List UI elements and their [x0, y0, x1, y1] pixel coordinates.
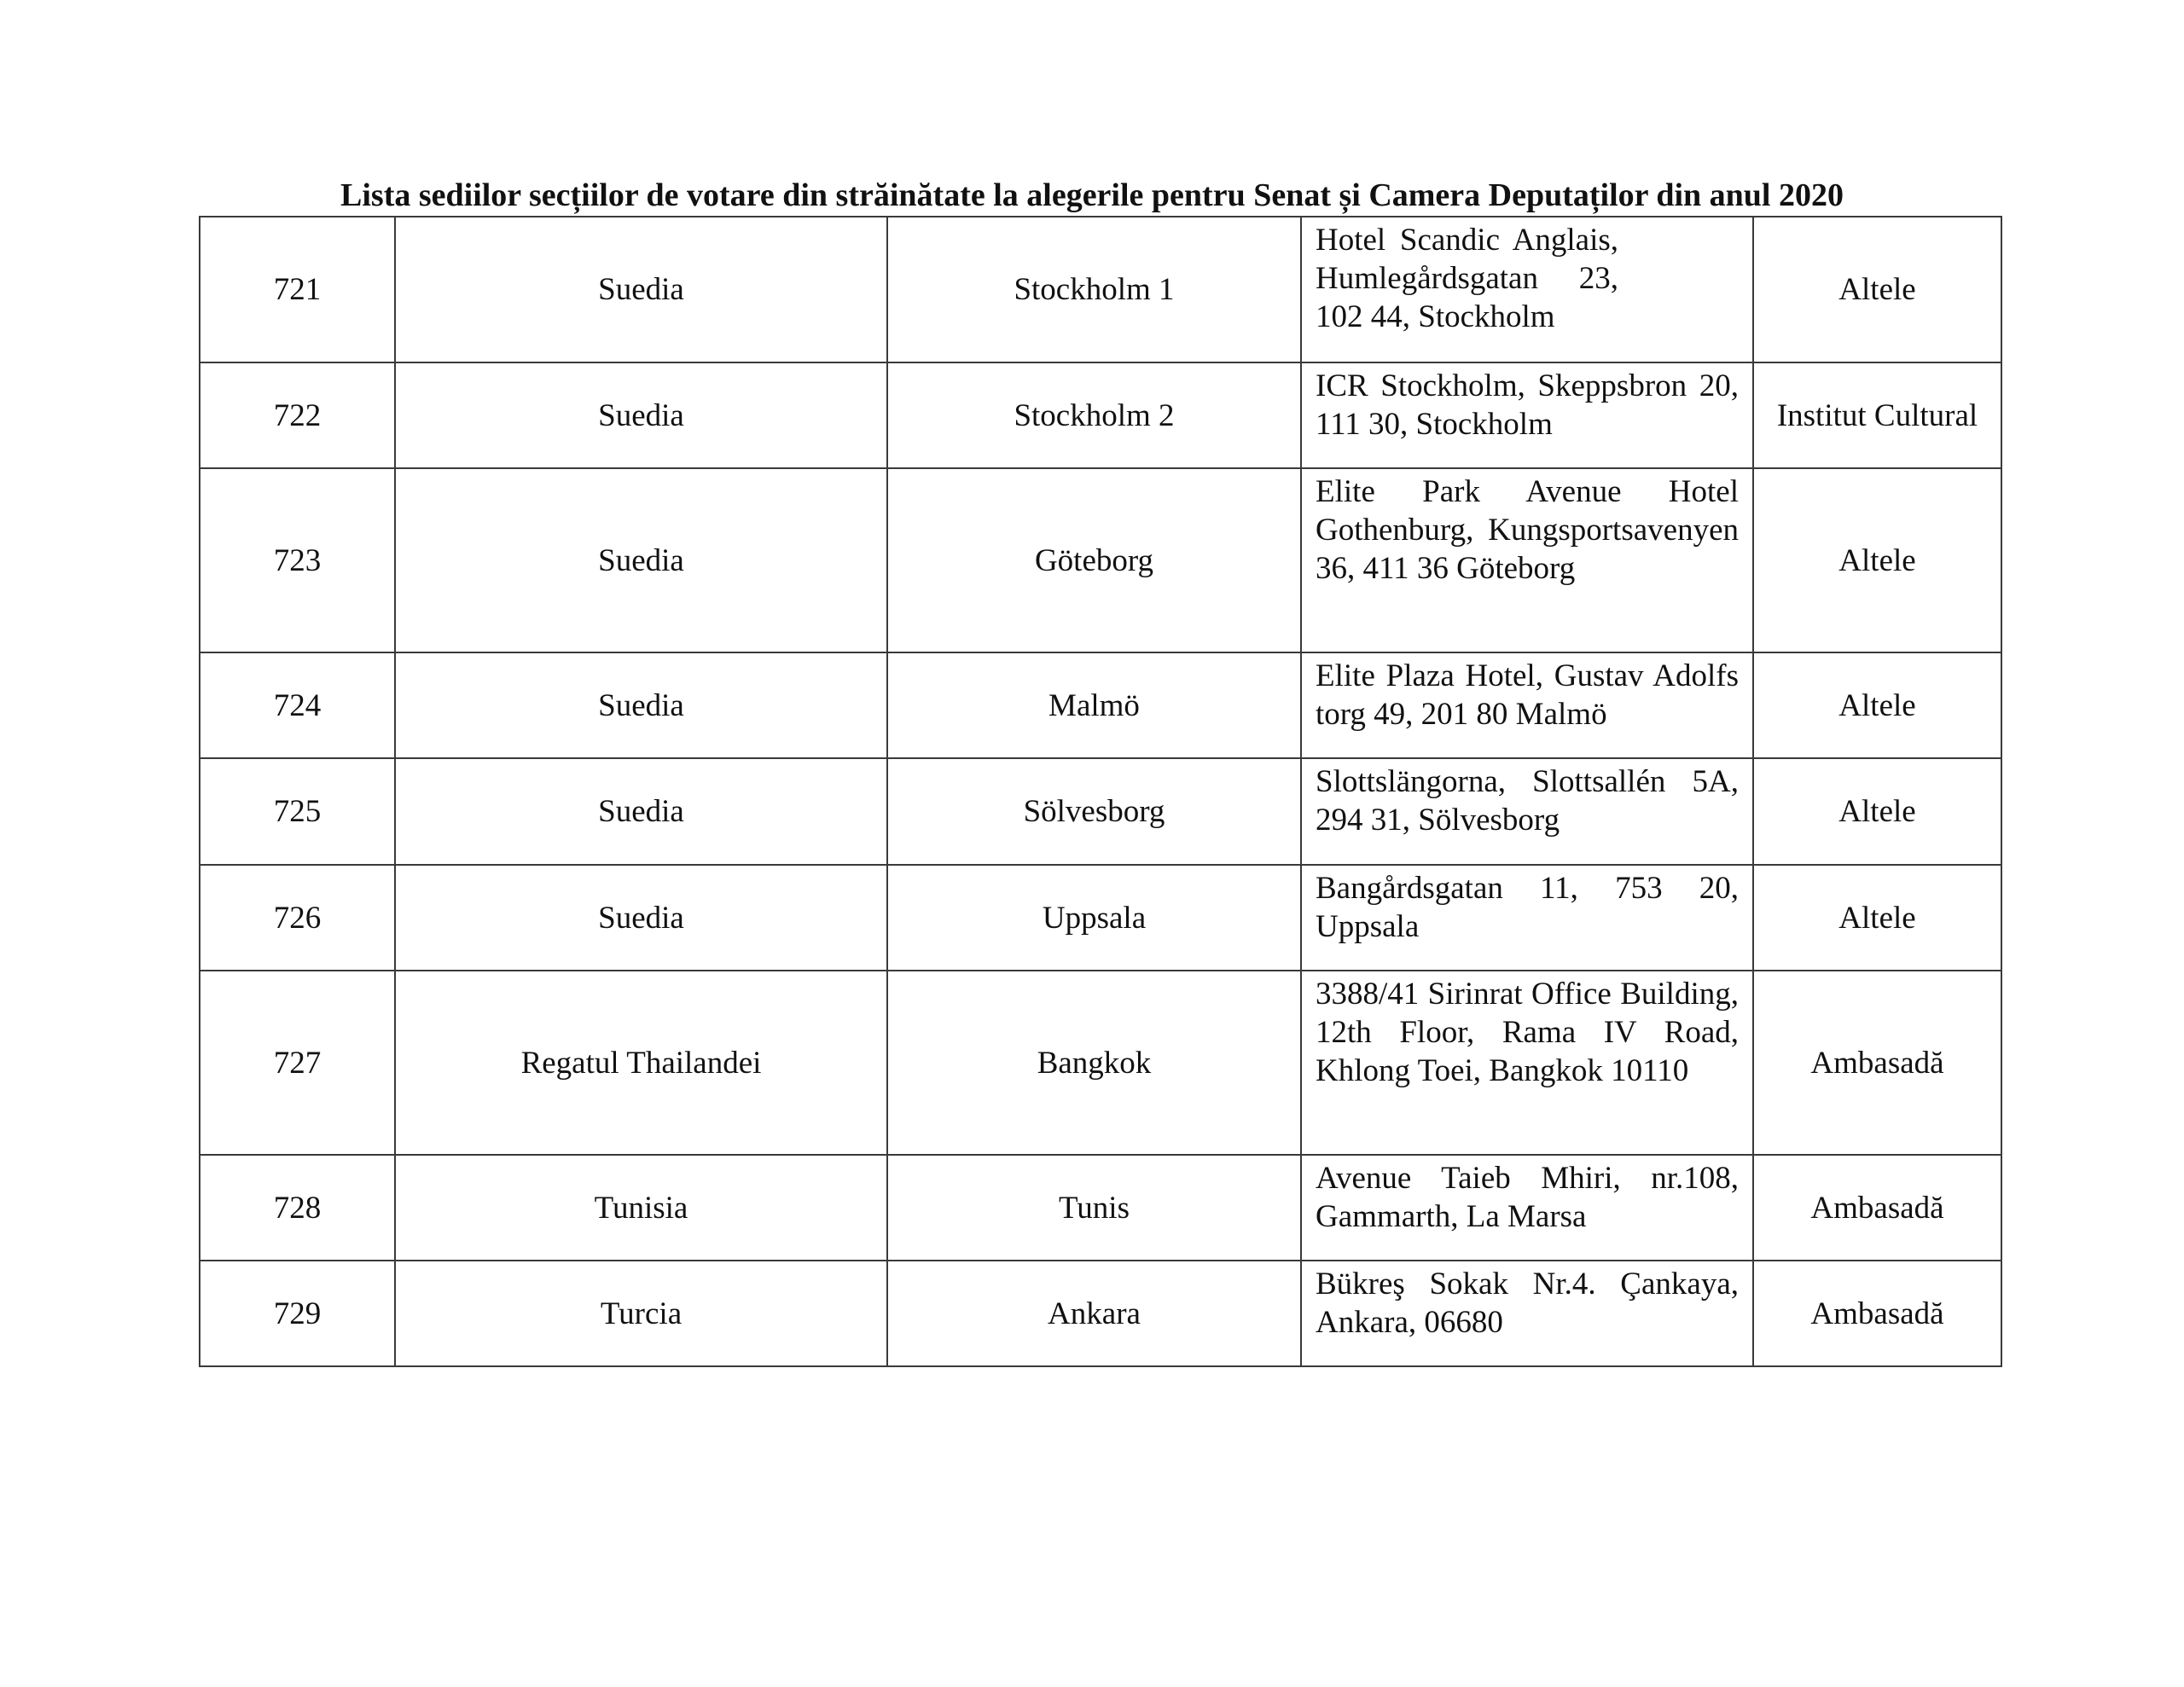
- polling-stations-table: [199, 216, 2002, 1367]
- table-row: [200, 971, 2001, 1155]
- country-cell: Suedia: [395, 652, 887, 758]
- location-type-cell: Ambasadă: [1753, 1155, 2001, 1261]
- station-number: 721: [200, 217, 395, 362]
- station-number: 726: [200, 865, 395, 971]
- city-cell: Bangkok: [887, 971, 1301, 1155]
- table-row: [200, 468, 2001, 652]
- city-cell: Uppsala: [887, 865, 1301, 971]
- location-type-cell: Altele: [1753, 865, 2001, 971]
- address-text: ICR Stockholm, Skeppsbron 20, 111 30, Stockholm: [1316, 368, 1739, 442]
- address-cell: [1301, 217, 1753, 362]
- address-text: Bükreş Sokak Nr.4. Çankaya, Ankara, 06680: [1316, 1267, 1739, 1340]
- address-cell: [1301, 1261, 1753, 1366]
- address-text: 3388/41 Sirinrat Office Building, 12th Floor, Rama IV Road, Khlong Toei, Bangkok 10110: [1316, 977, 1739, 1088]
- address-cell: [1301, 362, 1753, 468]
- address-cell: [1301, 758, 1753, 865]
- city-cell: Göteborg: [887, 468, 1301, 652]
- address-text: Slottslängorna, Slottsallén 5A, 294 31, Sölvesborg: [1316, 764, 1739, 838]
- location-type-cell: Ambasadă: [1753, 971, 2001, 1155]
- city-cell: Stockholm 2: [887, 362, 1301, 468]
- city-cell: Malmö: [887, 652, 1301, 758]
- location-type-cell: Institut Cultural: [1753, 362, 2001, 468]
- country-cell: Suedia: [395, 468, 887, 652]
- station-number: 727: [200, 971, 395, 1155]
- city-cell: Ankara: [887, 1261, 1301, 1366]
- table-row: [200, 758, 2001, 865]
- station-number: 722: [200, 362, 395, 468]
- table-row: [200, 865, 2001, 971]
- location-type-cell: Ambasadă: [1753, 1261, 2001, 1366]
- country-cell: Turcia: [395, 1261, 887, 1366]
- table-row: [200, 1261, 2001, 1366]
- station-number: 724: [200, 652, 395, 758]
- station-number: 725: [200, 758, 395, 865]
- address-cell: [1301, 468, 1753, 652]
- address-text: Elite Park Avenue Hotel Gothenburg, Kungsportsavenyen 36, 411 36 Göteborg: [1316, 474, 1739, 586]
- station-number: 723: [200, 468, 395, 652]
- city-cell: Stockholm 1: [887, 217, 1301, 362]
- table-row: [200, 362, 2001, 468]
- table-row: [200, 217, 2001, 362]
- station-number: 729: [200, 1261, 395, 1366]
- country-cell: Regatul Thailandei: [395, 971, 887, 1155]
- location-type-cell: Altele: [1753, 758, 2001, 865]
- address-text: Avenue Taieb Mhiri, nr.108, Gammarth, La Marsa: [1316, 1161, 1739, 1234]
- address-cell: [1301, 652, 1753, 758]
- address-cell: [1301, 971, 1753, 1155]
- location-type-cell: Altele: [1753, 468, 2001, 652]
- address-cell: [1301, 865, 1753, 971]
- table-row: [200, 1155, 2001, 1261]
- country-cell: Suedia: [395, 362, 887, 468]
- address-text: Hotel Scandic Anglais, Humlegårdsgatan 23, 102 44, Stockholm: [1316, 223, 1618, 334]
- table-row: [200, 652, 2001, 758]
- city-cell: Sölvesborg: [887, 758, 1301, 865]
- address-text: Elite Plaza Hotel, Gustav Adolfs torg 49, 201 80 Malmö: [1316, 658, 1739, 732]
- address-text: Bangårdsgatan 11, 753 20, Uppsala: [1316, 871, 1739, 944]
- address-cell: [1301, 1155, 1753, 1261]
- country-cell: Suedia: [395, 865, 887, 971]
- city-cell: Tunis: [887, 1155, 1301, 1261]
- page-title: Lista sediilor secțiilor de votare din străinătate la alegerile pentru Senat și Camera Deputaților din anul 2020: [340, 177, 1844, 213]
- country-cell: Suedia: [395, 758, 887, 865]
- location-type-cell: Altele: [1753, 217, 2001, 362]
- country-cell: Suedia: [395, 217, 887, 362]
- location-type-cell: Altele: [1753, 652, 2001, 758]
- country-cell: Tunisia: [395, 1155, 887, 1261]
- station-number: 728: [200, 1155, 395, 1261]
